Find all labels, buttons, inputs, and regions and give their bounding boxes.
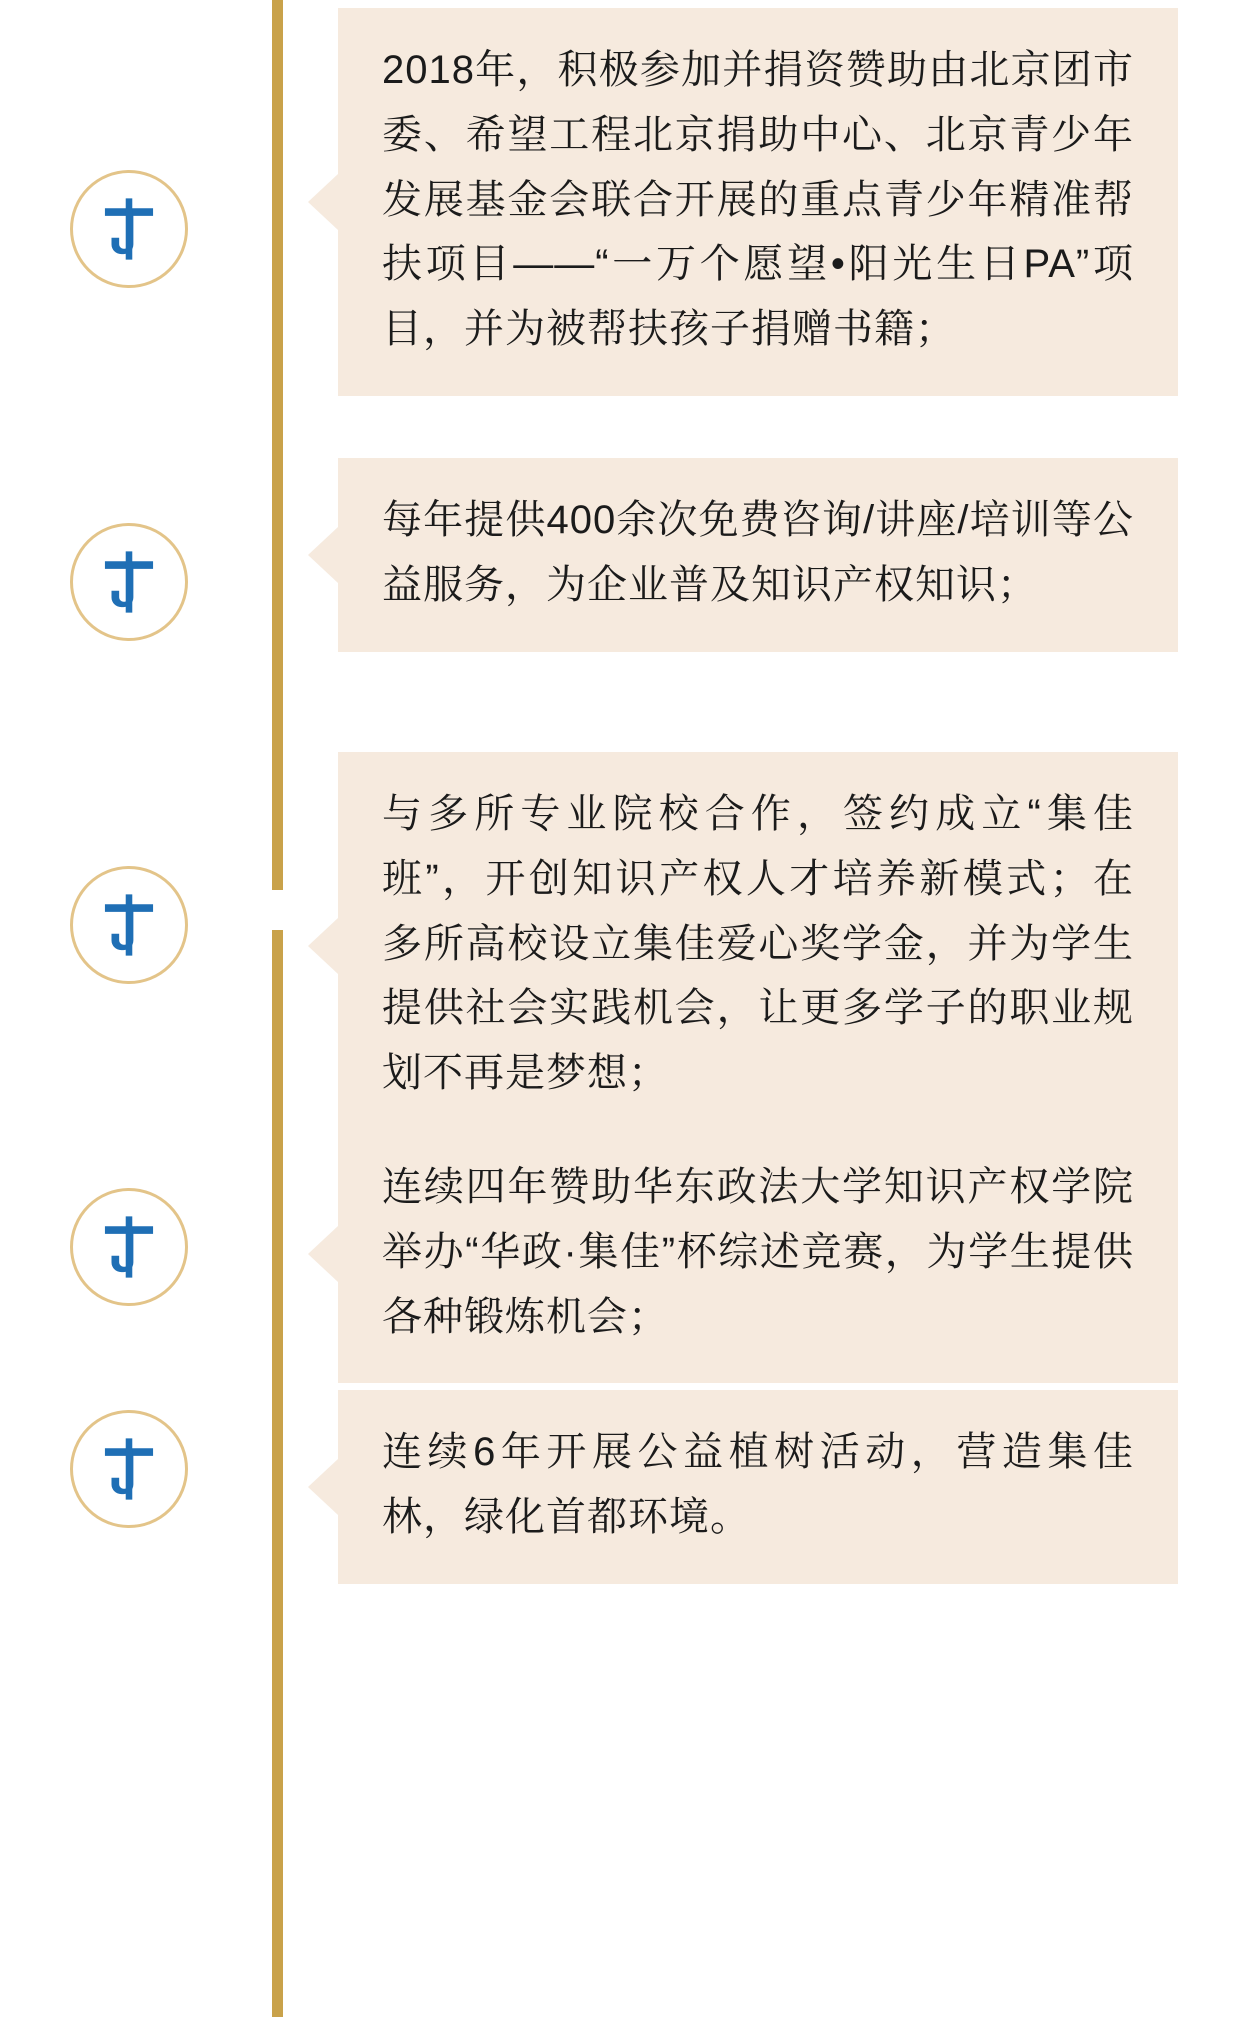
timeline-rail-upper <box>272 0 283 890</box>
jijia-logo-icon <box>70 170 188 288</box>
jijia-logo-icon <box>70 1410 188 1528</box>
timeline-item-text: 与多所专业院校合作，签约成立“集佳班”，开创知识产权人才培养新模式；在多所高校设立集佳爱心奖学金，并为学生提供社会实践机会，让更多学子的职业规划不再是梦想； <box>338 752 1178 1140</box>
timeline-item-text: 连续6年开展公益植树活动，营造集佳林，绿化首都环境。 <box>338 1390 1178 1584</box>
jijia-logo-icon <box>70 866 188 984</box>
timeline-rail-lower <box>272 930 283 2017</box>
timeline-item-text: 连续四年赞助华东政法大学知识产权学院举办“华政·集佳”杯综述竞赛，为学生提供各种锻炼机会； <box>338 1125 1178 1383</box>
jijia-logo-icon <box>70 1188 188 1306</box>
jijia-logo-icon <box>70 523 188 641</box>
timeline-item-text: 2018年，积极参加并捐资赞助由北京团市委、希望工程北京捐助中心、北京青少年发展基金会联合开展的重点青少年精准帮扶项目——“一万个愿望•阳光生日PA”项目，并为被帮扶孩子捐赠书籍； <box>338 8 1178 396</box>
timeline-item-text: 每年提供400余次免费咨询/讲座/培训等公益服务，为企业普及知识产权知识； <box>338 458 1178 652</box>
